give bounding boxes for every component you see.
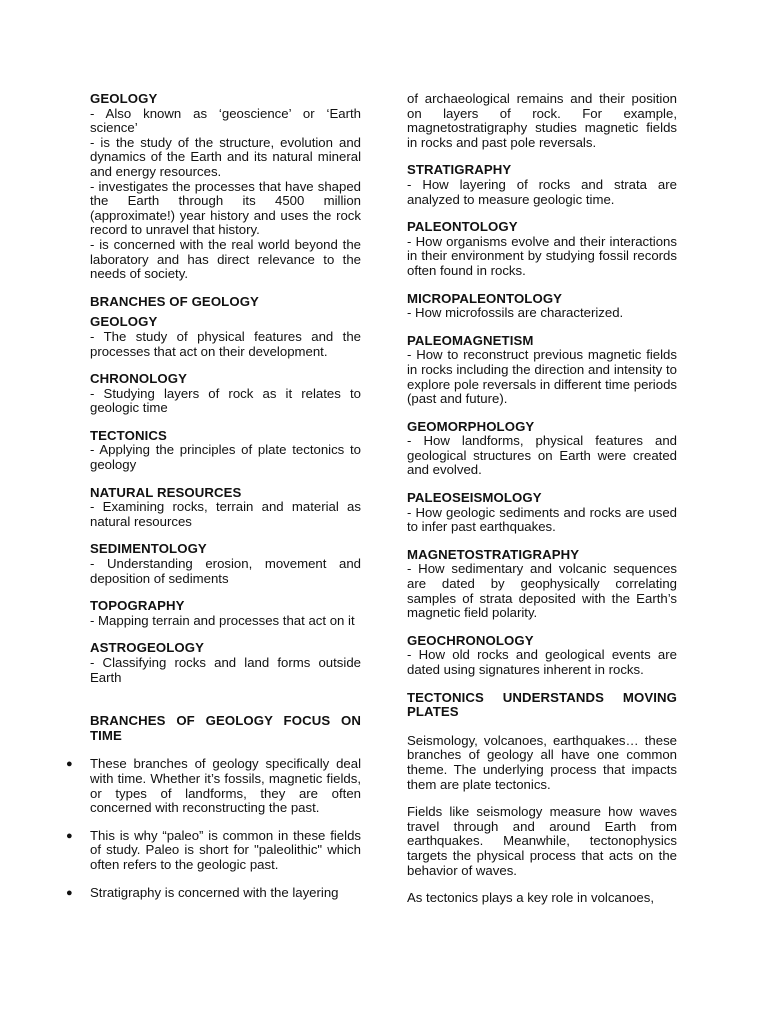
focus-time-bullets	[66, 756, 361, 900]
list-item	[66, 756, 361, 816]
focus-time-section	[66, 713, 361, 900]
branch-title: CHRONOLOGY	[90, 371, 187, 387]
intro-section	[90, 92, 361, 282]
branch-text: - How microfossils are characterized.	[407, 305, 624, 321]
bullet-icon: ●	[66, 758, 73, 771]
branch-sedimentology	[90, 542, 361, 586]
bullet-icon: ●	[66, 829, 73, 842]
intro-line: - Also known as ‘geoscience’ or ‘Earth science’	[90, 105, 361, 136]
branch-text: - Understanding erosion, movement and deposition of sediments	[90, 556, 361, 586]
branch-micropaleontology	[407, 292, 677, 321]
branch-text: - Applying the principles of plate tectonics to geology	[90, 442, 361, 473]
branch-title: PALEONTOLOGY	[407, 219, 518, 235]
continuation-paragraph: of archaeological remains and their position on layers of rock. For example, magnetostratigraphy studies magnetic fields in rocks and past pole reversals.	[407, 91, 677, 150]
branch-text: - Studying layers of rock as it relates to geologic time	[90, 385, 361, 416]
bullet-text: This is why “paleo” is common in these fields of study. Paleo is short for "paleolithic" which often refers to the geologic past.	[90, 827, 361, 872]
branch-title: TOPOGRAPHY	[90, 598, 185, 614]
branch-topography	[90, 599, 361, 628]
branch-geochronology	[407, 634, 677, 678]
branch-text: - How landforms, physical features and geological structures on Earth were created and evolved.	[407, 433, 677, 478]
tectonics-paragraph: Seismology, volcanoes, earthquakes… these branches of geology all have one common theme. The underlying process that impacts them are plate tectonics.	[407, 732, 677, 792]
branch-text: - How sedimentary and volcanic sequences are dated by geophysically correlating samples of strata deposited with the Earth’s magnetic field polarity.	[407, 561, 677, 621]
branch-text: - Examining rocks, terrain and material as natural resources	[90, 499, 361, 529]
tectonics-paragraph: As tectonics plays a key role in volcanoes,	[407, 890, 655, 906]
branch-chronology	[90, 372, 361, 416]
tectonics-title: TECTONICS UNDERSTANDS MOVING PLATES	[407, 689, 677, 720]
branch-title: PALEOMAGNETISM	[407, 332, 534, 348]
branch-tectonics	[90, 429, 361, 473]
branch-astrogeology	[90, 641, 361, 685]
branch-paleoseismology	[407, 491, 677, 535]
branch-title: STRATIGRAPHY	[407, 162, 512, 178]
branch-title: GEOCHRONOLOGY	[407, 632, 534, 648]
right-column	[407, 92, 677, 919]
branch-paleontology	[407, 220, 677, 278]
branch-title: MAGNETOSTRATIGRAPHY	[407, 546, 580, 562]
bullet-text: Stratigraphy is concerned with the layering	[90, 884, 339, 900]
branch-magnetostratigraphy	[407, 548, 677, 621]
list-item	[66, 827, 361, 873]
branch-text: - How layering of rocks and strata are analyzed to measure geologic time.	[407, 176, 677, 207]
intro-line: - investigates the processes that have shaped the Earth through its 4500 million (approximate!) year history and uses the rock record to unravel that history.	[90, 178, 361, 238]
bullet-text: These branches of geology specifically deal with time. Whether it’s fossils, magnetic fields, or types of landforms, they are often concerned with reconstructing the past.	[90, 756, 361, 816]
branch-text: - The study of physical features and the processes that act on their development.	[90, 328, 361, 359]
focus-time-title: BRANCHES OF GEOLOGY FOCUS ON TIME	[90, 713, 361, 743]
branch-text: - Mapping terrain and processes that act on it	[90, 612, 355, 628]
branch-text: - How old rocks and geological events are dated using signatures inherent in rocks.	[407, 647, 677, 677]
list-item	[66, 884, 361, 901]
branch-title: SEDIMENTOLOGY	[90, 541, 207, 557]
branch-title: PALEOSEISMOLOGY	[407, 490, 542, 506]
left-column	[66, 91, 361, 913]
branch-text: - How geologic sediments and rocks are used to infer past earthquakes.	[407, 504, 677, 535]
branch-text: - Classifying rocks and land forms outside Earth	[90, 655, 361, 685]
branch-text: - How organisms evolve and their interactions in their environment by studying fossil records often found in rocks.	[407, 233, 677, 278]
spacer	[90, 698, 361, 714]
tectonics-section	[407, 691, 677, 906]
branch-geology	[90, 315, 361, 359]
intro-line: - is concerned with the real world beyond the laboratory and has direct relevance to the needs of society.	[90, 236, 361, 282]
branch-title: GEOMORPHOLOGY	[407, 418, 535, 434]
branch-geomorphology	[407, 420, 677, 478]
tectonics-paragraph: Fields like seismology measure how waves travel through and around Earth from earthquakes. Meanwhile, tectonophysics targets the physical process that acts on the behavior of waves.	[407, 804, 677, 878]
branch-title: GEOLOGY	[90, 314, 158, 330]
branch-title: MICROPALEONTOLOGY	[407, 290, 563, 306]
branch-text: - How to reconstruct previous magnetic fields in rocks including the direction and intensity to explore pole reversals in different time periods (past and future).	[407, 347, 677, 407]
branch-title: ASTROGEOLOGY	[90, 640, 205, 656]
intro-line: - is the study of the structure, evolution and dynamics of the Earth and its natural mineral and energy resources.	[90, 134, 361, 179]
branch-title: NATURAL RESOURCES	[90, 484, 242, 500]
branch-stratigraphy	[407, 163, 677, 207]
branch-natural-resources	[90, 486, 361, 530]
branch-title: TECTONICS	[90, 427, 167, 443]
branch-paleomagnetism	[407, 334, 677, 407]
bullet-icon: ●	[66, 886, 73, 899]
branches-heading: BRANCHES OF GEOLOGY	[90, 293, 259, 309]
intro-title: GEOLOGY	[90, 91, 158, 106]
